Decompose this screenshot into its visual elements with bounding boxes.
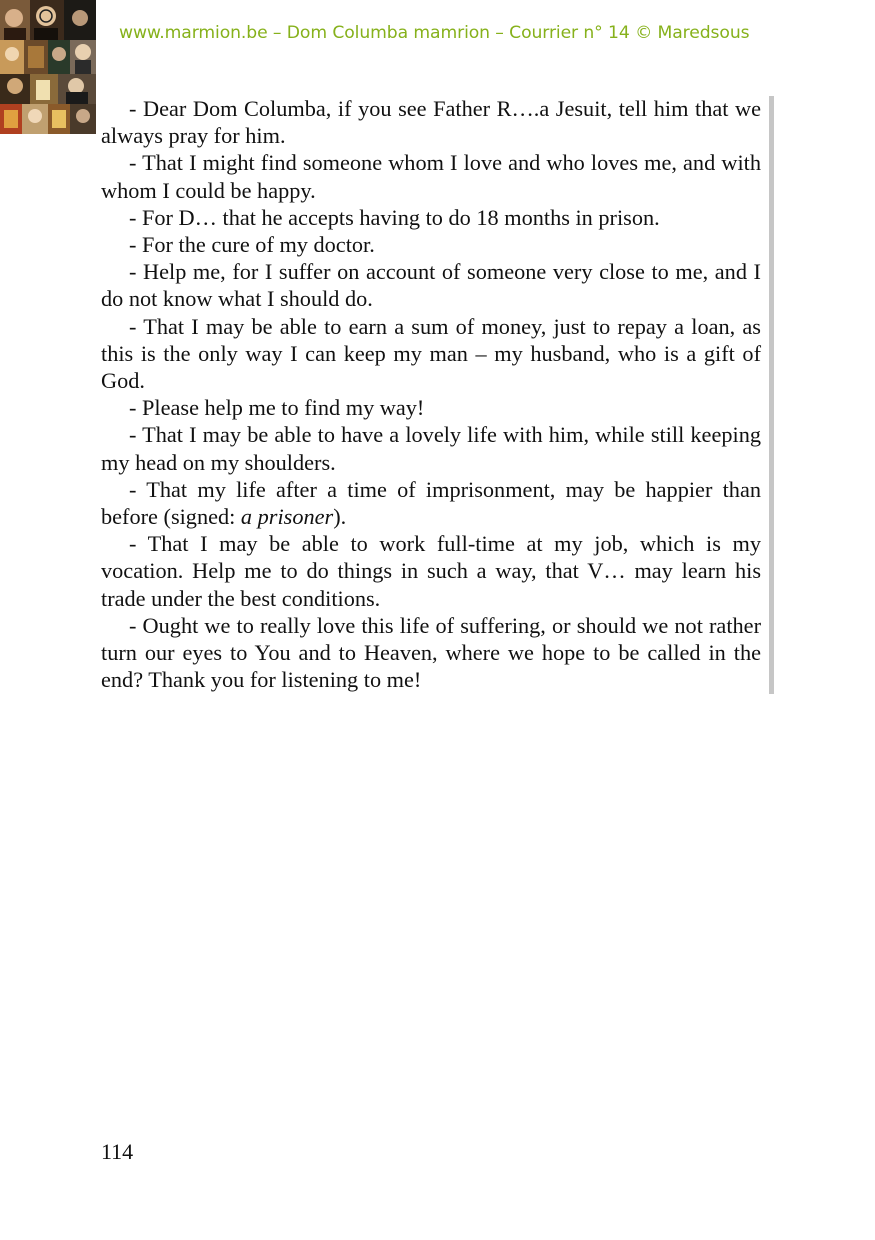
margin-bar (769, 96, 774, 694)
paragraph-prisoner (101, 476, 761, 530)
header-title: www.marmion.be – Dom Columba mamrion – Courrier n° 14 © Maredsous (119, 23, 750, 43)
paragraph: - That I might find someone whom I love and who loves me, and with whom I could be happy. (101, 150, 761, 203)
portrait-collage-icon (0, 0, 96, 134)
paragraph: - That I may be able to earn a sum of money, just to repay a loan, as this is the only way I can keep my man – my husband, who is a gift of God. (101, 313, 761, 394)
paragraph: - For the cure of my doctor. (129, 232, 375, 258)
prayer-intentions-text (101, 95, 761, 693)
paragraph: - That I may be able to work full-time at my job, which is my vocation. Help me to do things in such a way, that V… may learn his trade under the best conditions. (101, 531, 761, 611)
paragraph: - For D… that he accepts having to do 18 months in prison. (129, 204, 660, 230)
paragraph: - Please help me to find my way! (129, 395, 425, 421)
paragraph: - Dear Dom Columba, if you see Father R….a Jesuit, tell him that we always pray for him. (101, 96, 761, 149)
page-number: 114 (101, 1139, 134, 1164)
signature-italic: a prisoner (240, 504, 334, 530)
paragraph: - Help me, for I suffer on account of someone very close to me, and I do not know what I should do. (101, 259, 761, 312)
paragraph-text: - That my life after a time of imprisonment, may be happier than before (signed: (101, 476, 761, 530)
paragraph: - Ought we to really love this life of suffering, or should we not rather turn our eyes to You and to Heaven, where we hope to be called in the end? Thank you for listening to me! (101, 612, 761, 693)
paragraph: - That I may be able to have a lovely life with him, while still keeping my head on my shoulders. (101, 422, 761, 475)
paragraph-text: ). (333, 504, 347, 530)
